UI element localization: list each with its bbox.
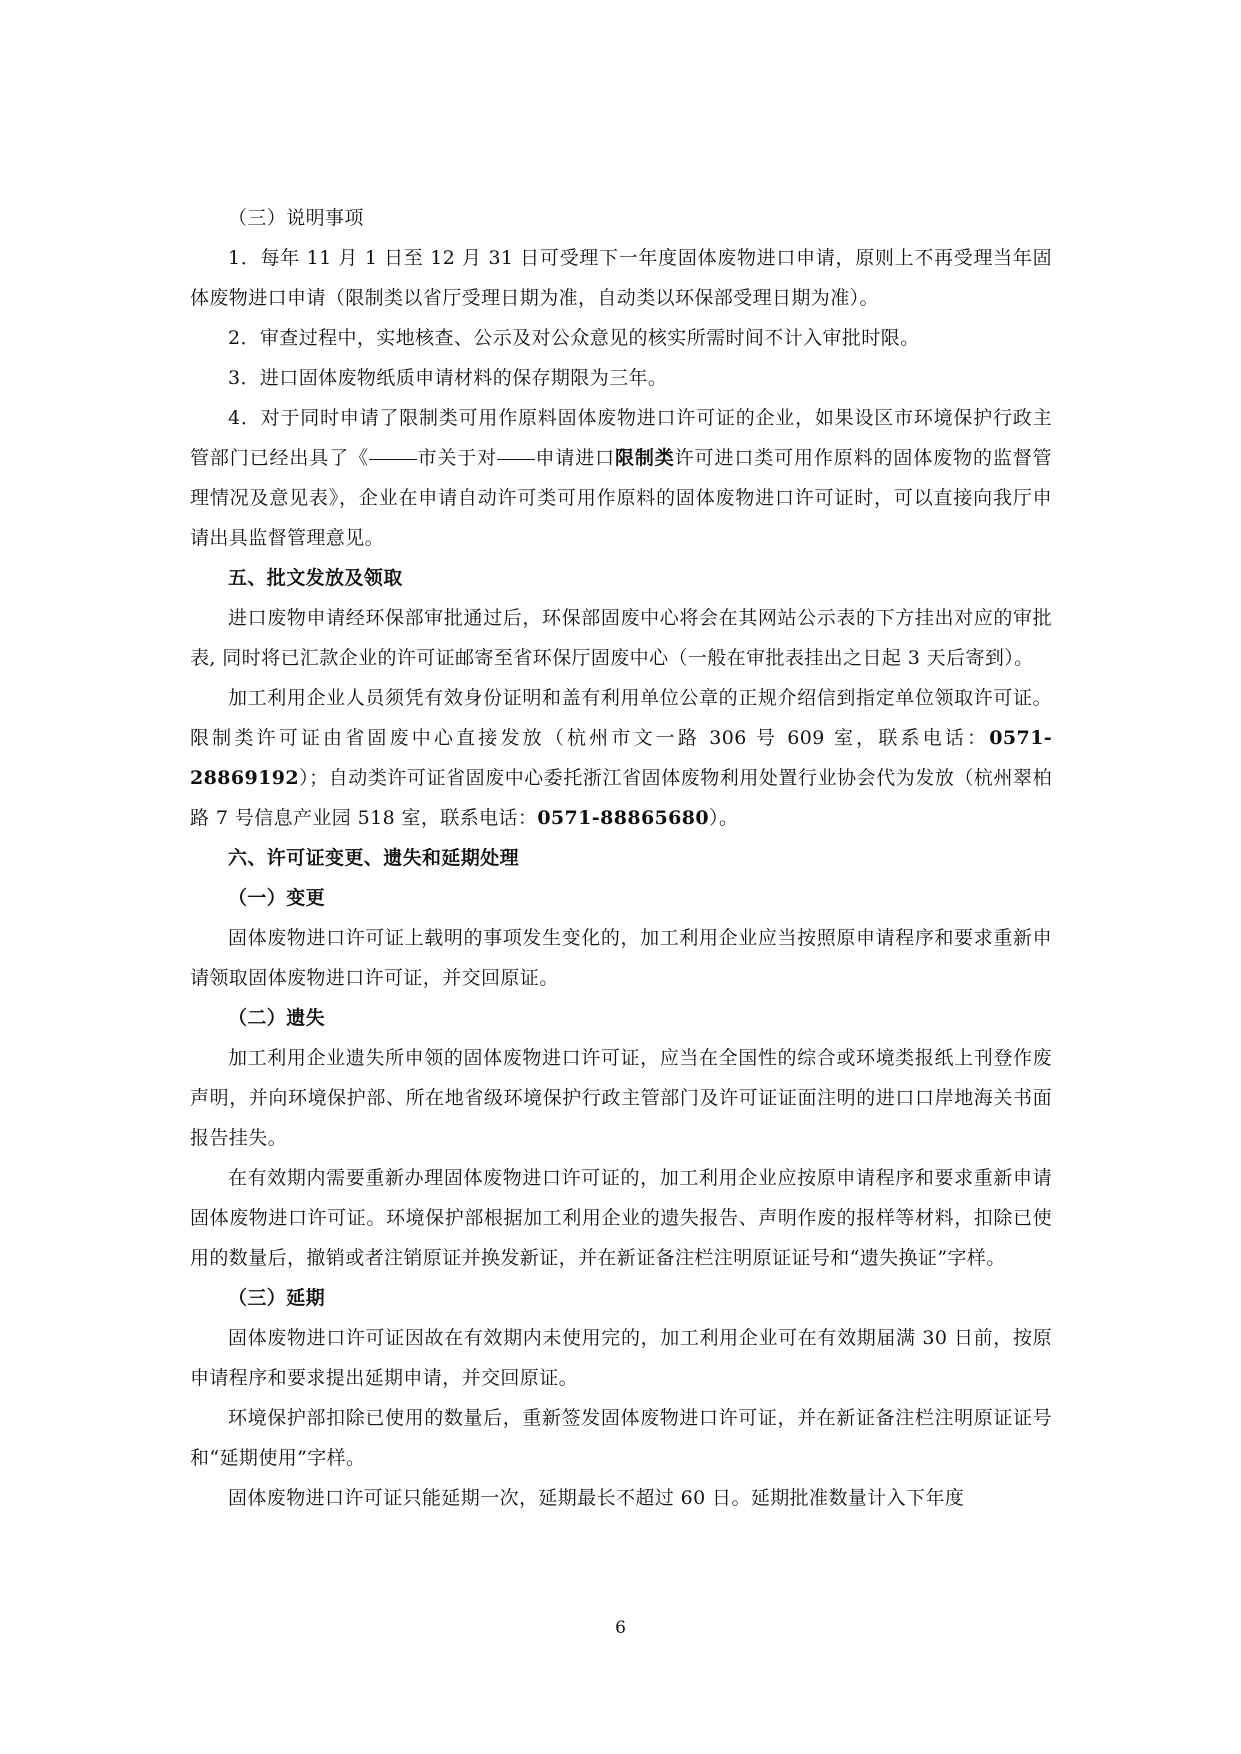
paragraph-6-3-2: 环境保护部扣除已使用的数量后，重新签发固体废物进口许可证，并在新证备注栏注明原证证号和“延期使用”字样。: [190, 1407, 1052, 1469]
item-2: 2．审查过程中，实地核查、公示及对公众意见的核实所需时间不计入审批时限。: [228, 327, 920, 349]
heading-5: 五、批文发放及领取: [228, 567, 403, 589]
paragraph-6-2-1: 加工利用企业遗失所申领的固体废物进口许可证，应当在全国性的综合或环境类报纸上刊登作废声明，并向环境保护部、所在地省级环境保护行政主管部门及许可证证面注明的进口口岸地海关书面报告挂失。: [190, 1047, 1052, 1149]
paragraph-5-2: [190, 678, 1052, 838]
page-number: 6: [615, 1618, 626, 1638]
item-4-part-c: 申请进口: [535, 447, 616, 469]
paragraph-5-1: 进口废物申请经环保部审批通过后，环保部固废中心将会在其网站公示表的下方挂出对应的审批表, 同时将已汇款企业的许可证邮寄至省环保厅固废中心（一般在审批表挂出之日起 3 天后寄到）。: [190, 607, 1052, 669]
paragraph-5-2-part-c: ）。: [709, 807, 739, 829]
item-3: 3．进口固体废物纸质申请材料的保存期限为三年。: [228, 367, 668, 389]
item-1: 1．每年 11 月 1 日至 12 月 31 日可受理下一年度固体废物进口申请，原则上不再受理当年固体废物进口申请（限制类以省厅受理日期为准，自动类以环保部受理日期为准）。: [190, 247, 1052, 309]
phone-number-1: 0571-28869192: [190, 727, 1052, 789]
heading-6-2: （二）遗失: [228, 1007, 326, 1029]
paragraph-6-3-1: 固体废物进口许可证因故在有效期内未使用完的，加工利用企业可在有效期届满 30 日前，按原申请程序和要求提出延期申请，并交回原证。: [190, 1327, 1052, 1389]
item-4: [190, 398, 1052, 558]
blank-city: [369, 458, 417, 460]
blank-company: [497, 458, 535, 460]
item-4-bold-restricted: 限制类: [615, 447, 675, 469]
paragraph-6-3-3: 固体废物进口许可证只能延期一次，延期最长不超过 60 日。延期批准数量计入下年度: [228, 1487, 965, 1509]
heading-6: 六、许可证变更、遗失和延期处理: [228, 847, 520, 869]
paragraph-5-2-part-a: 加工利用企业人员须凭有效身份证明和盖有利用单位公章的正规介绍信到指定单位领取许可证。限制类许可证由省固废中心直接发放（杭州市文一路 306 号 609 室，联系电话：: [190, 687, 1052, 749]
paragraph-6-2-2: 在有效期内需要重新办理固体废物进口许可证的，加工利用企业应按原申请程序和要求重新申请固体废物进口许可证。环境保护部根据加工利用企业的遗失报告、声明作废的报样等材料，扣除已使用的数量后，撤销或者注销原证并换发新证，并在新证备注栏注明原证证号和“遗失换证”字样。: [190, 1167, 1052, 1269]
item-4-part-a: 4．对于同时申请了限制类可用作原料固体废物进口许可证的企业，如果设区市环境保护行政主管部门已经出具了《: [190, 407, 1052, 469]
paragraph-6-1: 固体废物进口许可证上载明的事项发生变化的，加工利用企业应当按照原申请程序和要求重新申请领取固体废物进口许可证，并交回原证。: [190, 927, 1052, 989]
phone-number-2: 0571-88865680: [537, 807, 710, 829]
heading-6-1: （一）变更: [228, 887, 326, 909]
item-4-part-d: 许可进口类可用作原料的固体废物的监督管理情况及意见表》，企业在申请自动许可类可用作原料的固体废物进口许可证时，可以直接向我厅申请出具监督管理意见。: [190, 447, 1053, 549]
heading-6-3: （三）延期: [228, 1287, 326, 1309]
paragraph-5-2-part-b: ）；自动类许可证省固废中心委托浙江省固体废物利用处置行业协会代为发放（杭州翠柏路 7 号信息产业园 518 室，联系电话：: [190, 767, 1052, 829]
document-body: [190, 198, 1052, 1518]
section-title-explanations: （三）说明事项: [228, 207, 364, 229]
item-4-part-b: 市关于对: [416, 447, 497, 469]
